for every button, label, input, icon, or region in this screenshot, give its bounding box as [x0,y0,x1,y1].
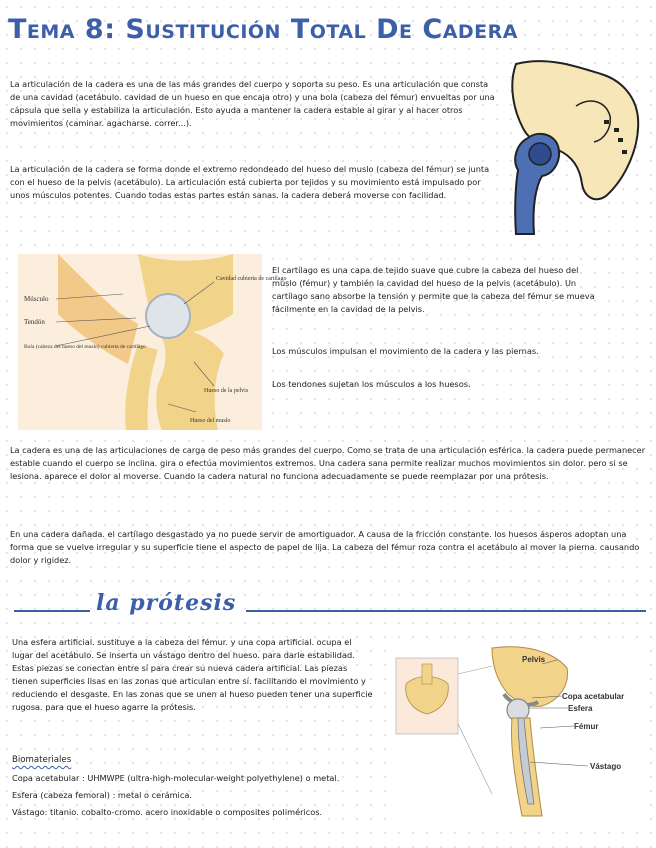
label-hueso-cadera: Hueso de la pelvis [204,388,249,394]
paragraph-cartilage: El cartílago es una capa de tejido suave que cubre la cabeza del hueso del muslo (fémur) y también la cavidad del hueso de la pelvis (acetábulo). Un cartílago sano absorbe la tensión y permite que la cabeza del fémur se mueva fácilmente en la cavidad de la pelvis. [272,265,595,314]
label-hueso-muslo: Hueso del muslo [190,418,231,424]
divider-right [246,610,646,612]
paragraph-intro: La articulación de la cadera es una de las más grandes del cuerpo y soporta su peso. Es una articulación que consta de una cavidad (acetábulo. cavidad de un hueso en que encaja otro) y una bola (cabeza del fémur) envueltas por una cápsula que sella y estabiliza la articulación. Esto ayuda a mantener la cadera estable al girar y al hacer otros movimientos (caminar. agacharse. correr...). [10,79,495,128]
paragraph-load-bearing: La cadera es una de las articulaciones de carga de peso más grandes del cuerpo. Como se trata de una articulación esférica. la cadera puede permanecer estable cuando el cuerpo se inclina. gira o efectúa movimientos extremos. Una cadera sana permite realizar muchos movimientos sin dolor. pero si se lesiona. aparece el dolor al moverse. Cuando la cadera natural no funciona adecuadamente se puede reemplazar por una prótesis. [10,445,646,481]
prosthesis-illustration [392,644,640,820]
label-cavidad: Cavidad cubierta de cartílago [216,276,287,282]
label-esfera: Esfera [568,704,593,713]
paragraph-prosthesis: Una esfera artificial. sustituye a la cabeza del fémur. y una copa artificial. ocupa el lugar del acetábulo. Se inserta un vástago dentro del hueso. para darle estabilidad. Estas piezas se conectan entre sí para crear su nueva cadera artificial. Las piezas tienen superficies lisas en las zonas que articulan entre sí. facilitando el movimiento y reduciendo el desgaste. En las zonas que se unen al hueso pueden tener una superficie rugosa. para que el hueso agarre la prótesis. [12,637,373,712]
hip-anatomy-illustration [18,254,287,430]
divider-left [14,610,90,612]
paragraph-formation: La articulación de la cadera se forma donde el extremo redondeado del hueso del muslo (cabeza del fémur) se junta con el hueso de la pelvis (acetábulo). La articulación está cubierta por tejidos y su movimiento está impulsado por unos músculos potentes. Cuando todas estas partes están sanas. la cadera deberá moverse con facilidad. [10,164,490,200]
label-copa-acetabular: Copa acetabular [562,692,625,701]
label-pelvis: Pelvis [522,655,546,664]
paragraph-muscles: Los músculos impulsan el movimiento de la cadera y las piernas. [272,346,539,356]
page-title: Tema 8: Sustitución Total De Cadera [8,14,518,45]
label-bola-text: Bola (cabeza del hueso del muslo) cubierta de cartílago [24,344,146,350]
paragraph-damaged-hip: En una cadera dañada. el cartílago desgastado ya no puede servir de amortiguador. A causa de la fricción constante. los huesos ásperos adoptan una forma que se vuelve irregular y su superficie tiene el aspecto de papel de lija. La cabeza del fémur roza contra el acetábulo al mover la pierna. causando dolor y rigidez. [10,529,640,565]
biomaterial-esfera: Esfera (cabeza femoral) : metal o cerámica. [12,790,192,800]
hip-joint-sketch [506,56,646,236]
biomaterial-copa: Copa acetabular : UHMWPE (ultra-high-molecular-weight polyethylene) o metal. [12,773,340,783]
label-femur: Fémur [574,722,599,731]
paragraph-tendons: Los tendones sujetan los músculos a los huesos. [272,379,471,389]
label-vastago: Vástago [590,762,622,771]
biomaterial-vastago: Vástago: titanio. cobalto-cromo. acero inoxidable o composites poliméricos. [12,807,323,817]
label-bola [24,343,146,350]
section-title-protesis: la prótesis [96,590,237,616]
label-musculo: Músculo [24,295,49,303]
biomaterials-heading: Biomateriales [12,755,72,765]
label-tendon: Tendón [24,318,45,326]
